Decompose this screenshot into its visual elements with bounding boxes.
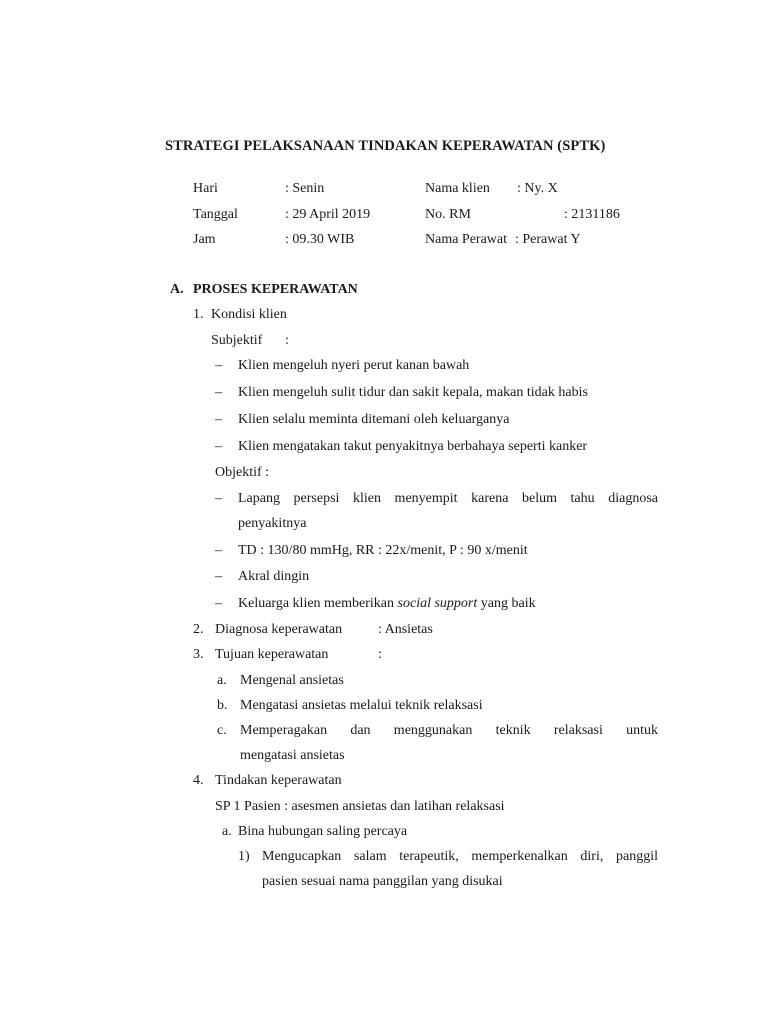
item-2-label: Diagnosa keperawatan xyxy=(215,622,343,637)
hari-value: : Senin xyxy=(285,181,325,196)
goal-marker: a. xyxy=(217,673,227,688)
item-4-label: Tindakan keperawatan xyxy=(215,773,342,788)
nama-klien-label: Nama klien xyxy=(425,181,490,196)
list-dash: – xyxy=(215,543,222,558)
goal-item: Mengenal ansietas xyxy=(240,673,344,688)
jam-value: : 09.30 WIB xyxy=(285,232,355,247)
subjektif-item: Klien mengeluh nyeri perut kanan bawah xyxy=(238,358,470,373)
objektif-item-line: Lapang persepsi klien menyempit karena belum tahu diagnosa xyxy=(238,491,658,506)
objektif-item-text: Keluarga klien memberikan xyxy=(238,596,398,611)
list-dash: – xyxy=(215,412,222,427)
sub-a-marker: a. xyxy=(222,824,232,839)
section-a-marker: A. xyxy=(170,282,184,297)
step-1-marker: 1) xyxy=(238,849,250,864)
subjektif-item: Klien selalu meminta ditemani oleh keluarganya xyxy=(238,412,510,427)
objektif-item: TD : 130/80 mmHg, RR : 22x/menit, P : 90 x/menit xyxy=(238,543,528,558)
item-3-number: 3. xyxy=(193,647,204,662)
item-2-number: 2. xyxy=(193,622,204,637)
document-title: STRATEGI PELAKSANAAN TINDAKAN KEPERAWATAN (SPTK) xyxy=(165,138,606,154)
objektif-item-emphasis: social support xyxy=(397,596,478,611)
no-rm-value: : 2131186 xyxy=(564,207,620,222)
goal-item-line: Memperagakan dan menggunakan teknik relaksasi untuk xyxy=(240,723,658,738)
tanggal-value: : 29 April 2019 xyxy=(285,207,371,222)
nama-perawat-label: Nama Perawat xyxy=(425,232,508,247)
list-dash: – xyxy=(215,491,222,506)
goal-marker: b. xyxy=(217,698,228,713)
item-1-number: 1. xyxy=(193,307,204,322)
section-a-heading: PROSES KEPERAWATAN xyxy=(193,282,358,297)
sp1-heading: SP 1 Pasien : asesmen ansietas dan latihan relaksasi xyxy=(215,799,505,814)
item-4-number: 4. xyxy=(193,773,204,788)
list-dash: – xyxy=(215,569,222,584)
step-1-line: Mengucapkan salam terapeutik, memperkenalkan diri, panggil xyxy=(262,849,658,864)
sub-a-text: Bina hubungan saling percaya xyxy=(238,824,408,839)
list-dash: – xyxy=(215,385,222,400)
item-2-value: : Ansietas xyxy=(378,622,433,637)
item-3-colon: : xyxy=(378,647,382,662)
objektif-item-line: penyakitnya xyxy=(238,516,307,531)
objektif-item-text: yang baik xyxy=(477,596,536,611)
nama-perawat-value: : Perawat Y xyxy=(515,232,581,247)
objektif-label: Objektif : xyxy=(215,465,270,480)
step-1-line: pasien sesuai nama panggilan yang disukai xyxy=(262,874,503,889)
list-dash: – xyxy=(215,358,222,373)
list-dash: – xyxy=(215,439,222,454)
goal-marker: c. xyxy=(217,723,227,738)
list-dash: – xyxy=(215,596,222,611)
subjektif-colon: : xyxy=(285,333,289,348)
goal-item-line: mengatasi ansietas xyxy=(240,748,345,763)
hari-label: Hari xyxy=(193,181,218,196)
jam-label: Jam xyxy=(193,232,216,247)
subjektif-item: Klien mengeluh sulit tidur dan sakit kepala, makan tidak habis xyxy=(238,385,588,400)
objektif-item: Akral dingin xyxy=(238,569,310,584)
item-1-label: Kondisi klien xyxy=(211,307,287,322)
goal-item: Mengatasi ansietas melalui teknik relaksasi xyxy=(240,698,483,713)
subjektif-item: Klien mengatakan takut penyakitnya berbahaya seperti kanker xyxy=(238,439,588,454)
subjektif-label: Subjektif xyxy=(211,333,263,348)
tanggal-label: Tanggal xyxy=(193,207,238,222)
item-3-label: Tujuan keperawatan xyxy=(215,647,329,662)
nama-klien-value: : Ny. X xyxy=(517,181,558,196)
objektif-item xyxy=(238,595,536,613)
no-rm-label: No. RM xyxy=(425,207,471,222)
